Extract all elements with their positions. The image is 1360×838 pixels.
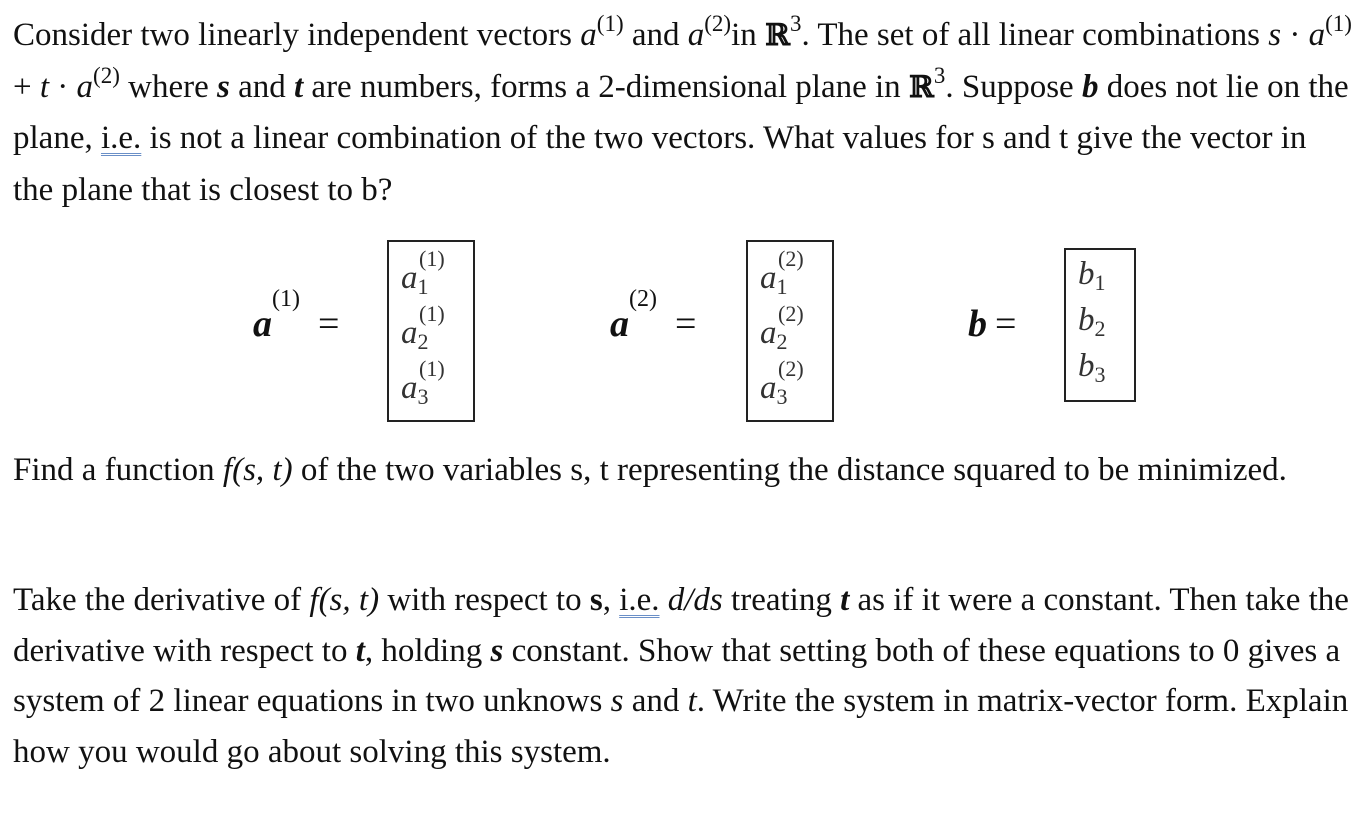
matrix-cell: $a_2$ (1) (401, 301, 445, 354)
vector-a2-equation (610, 236, 850, 424)
vector-b-label: b = (968, 303, 1017, 345)
matrix-cell: $a_3$ (1) (401, 356, 445, 409)
matrix-cell: $a_1$ (2) (760, 246, 804, 299)
paragraph-derivative: Take the derivative of f(s, t) with respect to s, i.e. d/ds treating t as if it were a constant. Then take the derivative with respect to t, holding s constant. Show that setting both of these equations to 0 gives a system of 2 linear equations in two unknows s and t. Write the system in matrix-vector form. Explain how you would go about solving this system. (13, 582, 1349, 770)
matrix-cell: $a_1$ (1) (401, 246, 445, 299)
vector-a1-equation (253, 236, 493, 424)
matrix-cell: $b_2$ (1078, 302, 1106, 341)
vector-a1-matrix (387, 240, 475, 422)
matrix-cell: $b_1$ (1078, 256, 1106, 295)
paragraph-find-function: Find a function f(s, t) of the two variables s, t representing the distance squared to be minimized. (13, 452, 1287, 488)
matrix-cell: $a_2$ (2) (760, 301, 804, 354)
ie-abbreviation[interactable]: i.e. (100, 120, 142, 156)
matrix-cell: $b_3$ (1078, 348, 1106, 387)
vector-a2-label: $a^{(2)}=$ (610, 286, 697, 345)
ie-abbreviation[interactable]: i.e. (619, 582, 660, 618)
vector-a2-matrix (746, 240, 834, 422)
paragraph-intro: Consider two linearly independent vectors $a^{(1)}$ and $a^{(2)}in$ ℝ$^3$. The set of all linear combinations $s \cdot a^{(1)} + t \cdot a^{(2)}$ where s and t are numbers, forms a 2-dimensional plane in ℝ$^3$. Suppose b does not lie on the plane, i.e. is not a linear combination of the two vectors. What values for s and t give the vector in the plane that is closest to b? (13, 11, 1352, 208)
matrix-cell: $a_3$ (2) (760, 356, 804, 409)
vector-b-matrix (1064, 248, 1136, 402)
vector-b-equation (968, 236, 1168, 424)
vector-a1-label: $a^{(1)}=$ (253, 286, 340, 345)
